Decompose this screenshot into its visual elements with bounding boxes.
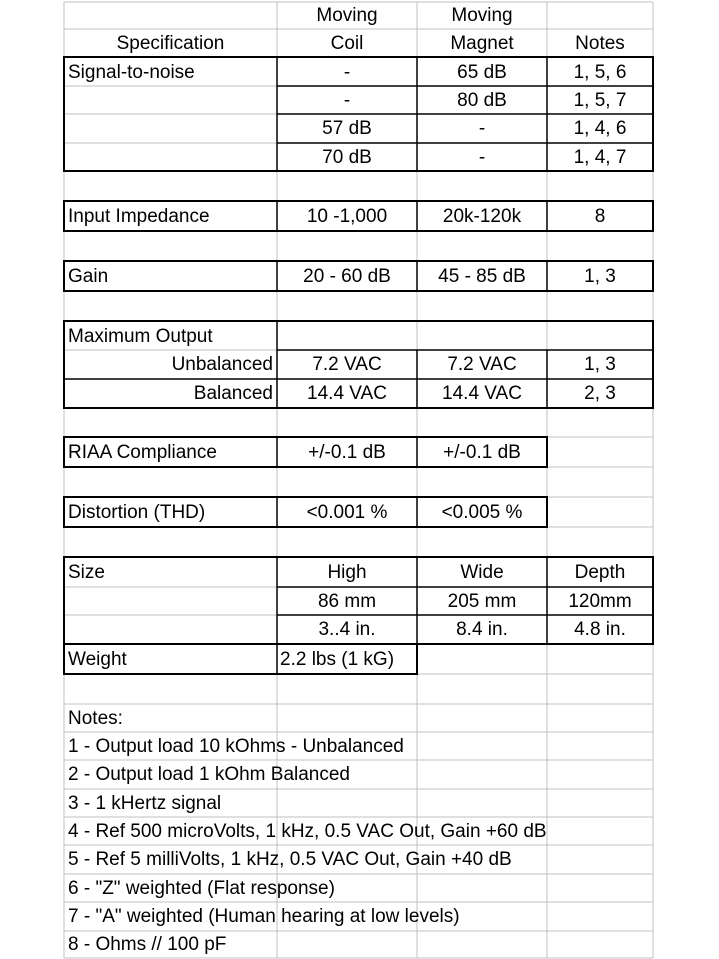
impedance-mc: 10 -1,000 xyxy=(306,206,388,227)
header-moving-coil-line1: Moving xyxy=(316,4,378,26)
header-moving-coil-line2: Coil xyxy=(330,32,364,54)
snr-row4-mm: - xyxy=(478,146,486,168)
max-output-unbalanced-mm: 7.2 VAC xyxy=(447,354,517,375)
gain-label: Gain xyxy=(68,266,109,287)
header-specification: Specification xyxy=(116,32,225,54)
max-output-balanced-mm: 14.4 VAC xyxy=(442,383,522,404)
size-wide-header: Wide xyxy=(460,562,504,583)
gain-notes: 1, 3 xyxy=(584,266,616,287)
notes-title: Notes: xyxy=(68,707,123,729)
note-item: 5 - Ref 5 milliVolts, 1 kHz, 0.5 VAC Out, Gain +40 dB xyxy=(68,849,512,870)
max-output-balanced-notes: 2, 3 xyxy=(584,383,616,404)
size-label: Size xyxy=(68,562,105,583)
impedance-notes: 8 xyxy=(594,206,606,227)
distortion-mm: <0.005 % xyxy=(441,502,523,523)
note-item: 2 - Output load 1 kOhm Balanced xyxy=(68,764,350,785)
riaa-mc: +/-0.1 dB xyxy=(308,442,386,463)
max-output-label: Maximum Output xyxy=(68,325,213,347)
snr-row1-mm: 65 dB xyxy=(457,61,507,83)
size-in-high: 3..4 in. xyxy=(318,619,376,640)
snr-row2-notes: 1, 5, 7 xyxy=(573,89,627,111)
snr-row2-mc: - xyxy=(343,89,351,111)
gain-mc: 20 - 60 dB xyxy=(303,266,391,287)
snr-label: Signal-to-noise xyxy=(68,61,195,83)
size-mm-high: 86 mm xyxy=(317,590,377,612)
note-item: 7 - "A" weighted (Human hearing at low levels) xyxy=(68,906,460,927)
max-output-unbalanced-notes: 1, 3 xyxy=(584,354,616,375)
size-in-depth: 4.8 in. xyxy=(574,619,626,640)
snr-row3-mm: - xyxy=(478,118,486,139)
snr-row3-notes: 1, 4, 6 xyxy=(573,118,627,139)
weight-value: 2.2 lbs (1 kG) xyxy=(280,648,395,670)
riaa-mm: +/-0.1 dB xyxy=(443,442,521,463)
note-item: 6 - "Z" weighted (Flat response) xyxy=(68,877,335,899)
size-mm-wide: 205 mm xyxy=(447,590,517,612)
note-item: 3 - 1 kHertz signal xyxy=(68,792,222,814)
header-notes: Notes xyxy=(575,32,625,54)
gain-mm: 45 - 85 dB xyxy=(438,266,526,287)
max-output-unbalanced-mc: 7.2 VAC xyxy=(312,354,382,375)
riaa-label: RIAA Compliance xyxy=(68,442,217,463)
note-item: 1 - Output load 10 kOhms - Unbalanced xyxy=(68,735,404,757)
max-output-balanced-label: Balanced xyxy=(193,383,273,404)
size-mm-depth: 120mm xyxy=(568,590,632,612)
size-high-header: High xyxy=(327,562,367,583)
header-moving-magnet-line2: Magnet xyxy=(450,32,514,54)
max-output-balanced-mc: 14.4 VAC xyxy=(307,383,387,404)
snr-row4-mc: 70 dB xyxy=(322,146,372,168)
size-depth-header: Depth xyxy=(574,562,626,583)
size-in-wide: 8.4 in. xyxy=(456,619,508,640)
header-moving-magnet-line1: Moving xyxy=(451,4,513,26)
impedance-mm: 20k-120k xyxy=(442,206,522,227)
snr-row4-notes: 1, 4, 7 xyxy=(573,146,627,168)
max-output-unbalanced-label: Unbalanced xyxy=(171,354,273,375)
snr-row1-notes: 1, 5, 6 xyxy=(573,61,627,83)
note-item: 4 - Ref 500 microVolts, 1 kHz, 0.5 VAC Out, Gain +60 dB xyxy=(68,820,547,842)
note-item: 8 - Ohms // 100 pF xyxy=(68,934,227,955)
snr-row1-mc: - xyxy=(343,61,351,83)
distortion-label: Distortion (THD) xyxy=(68,502,206,523)
distortion-mc: <0.001 % xyxy=(306,502,388,523)
snr-row3-mc: 57 dB xyxy=(322,118,372,139)
snr-row2-mm: 80 dB xyxy=(457,89,507,111)
impedance-label: Input Impedance xyxy=(68,206,210,227)
weight-label: Weight xyxy=(68,648,127,670)
